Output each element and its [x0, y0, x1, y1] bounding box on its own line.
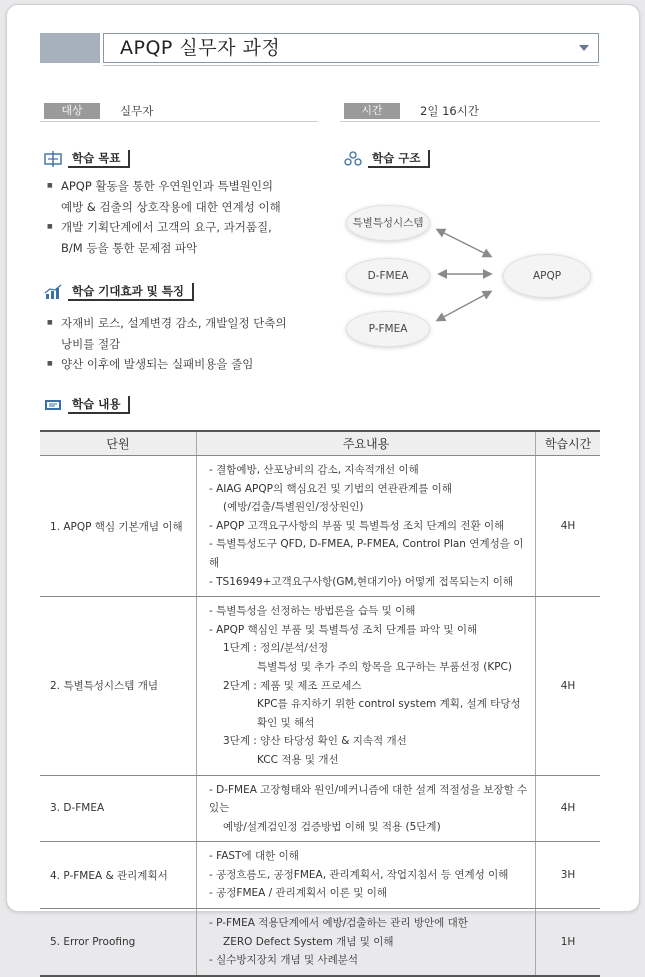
- content-line: - TS16949+고객요구사항(GM,현대기아) 어떻게 접목되는지 이해: [209, 575, 514, 588]
- target-value: 실무자: [120, 104, 154, 118]
- effects-list: [47, 313, 327, 375]
- list-item: ■ 개발 기획단계에서 고객의 요구, 과거품질, B/M 등을 통한 문제점 파악: [47, 217, 327, 258]
- content-title: 학습 내용: [68, 396, 130, 414]
- content-cell: [197, 456, 536, 597]
- content-line: - 결함예방, 산포낭비의 감소, 지속적개선 이해: [209, 464, 419, 476]
- effects-title: 학습 기대효과 및 특징: [68, 283, 194, 301]
- hours-cell: 3H: [536, 842, 601, 909]
- table-row: [40, 597, 600, 775]
- content-line: 3단계 : 양산 타당성 확인 & 지속적 개선: [223, 735, 407, 748]
- info-divider: [340, 121, 600, 122]
- title-divider: [103, 65, 599, 66]
- content-line: KPC를 유지하기 위한 control system 계획, 설계 타당성 확인 및 해석: [257, 698, 521, 729]
- unit-cell: 3. D-FMEA: [40, 775, 197, 842]
- effects-section-header: [44, 283, 214, 301]
- node-apqp: APQP: [503, 254, 591, 298]
- structure-section-header: [344, 150, 464, 168]
- curriculum-table: [40, 430, 600, 977]
- table-row: [40, 842, 600, 909]
- title-accent-block: [40, 33, 100, 63]
- target-tag: 대상: [44, 103, 100, 119]
- content-line: - P-FMEA 적용단계에서 예방/검출하는 관리 방안에 대한: [209, 917, 468, 930]
- content-line: 2단계 : 제품 및 제조 프로세스: [223, 679, 362, 692]
- content-line: 예방/설계검인정 검증방법 이해 및 적용 (5단계): [223, 820, 441, 833]
- node-dfmea: D-FMEA: [346, 258, 430, 294]
- unit-cell: 1. APQP 핵심 기본개념 이해: [40, 456, 197, 597]
- content-line: 1단계 : 정의/분석/선정: [223, 642, 329, 655]
- table-header-row: [40, 431, 600, 456]
- content-line: - 실수방지장치 개념 및 사례분석: [209, 954, 358, 967]
- column-header-unit: 단원: [40, 431, 197, 456]
- content-line: ZERO Defect System 개념 및 이해: [223, 935, 394, 948]
- content-cell: [197, 842, 536, 909]
- title-dropdown[interactable]: [103, 33, 599, 63]
- list-item: ■ 양산 이후에 발생되는 실패비용을 줄임: [47, 354, 327, 375]
- book-icon: [44, 397, 62, 413]
- goal-icon: [44, 151, 62, 167]
- content-cell: [197, 775, 536, 842]
- info-divider: [40, 121, 318, 122]
- hours-cell: 4H: [536, 456, 601, 597]
- table-row: [40, 775, 600, 842]
- table-row: [40, 456, 600, 597]
- content-line: - APQP 고객요구사항의 부품 및 특별특성 조치 단계의 전환 이해: [209, 519, 505, 532]
- arrow-pfmea-to-apqp: [438, 292, 490, 320]
- goals-list: [47, 176, 327, 258]
- content-line: - 특별특성을 선정하는 방법론을 습득 및 이해: [209, 605, 416, 618]
- column-header-hours: 학습시간: [536, 431, 601, 456]
- node-pfmea: P-FMEA: [346, 311, 430, 347]
- content-line: - 공정FMEA / 관리계획서 이론 및 이해: [209, 887, 387, 900]
- list-item: ■ 자재비 로스, 설계변경 감소, 개발일정 단축의 낭비를 절감: [47, 313, 327, 354]
- node-special-characteristics: 특별특성시스템: [346, 205, 430, 241]
- structure-title: 학습 구조: [368, 150, 430, 168]
- content-line: KCC 적용 및 개선: [257, 753, 339, 766]
- hours-cell: 4H: [536, 597, 601, 775]
- content-line: - APQP 핵심인 부품 및 특별특성 조치 단계를 파악 및 이해: [209, 623, 478, 636]
- content-line: 특별특성 및 추가 주의 항목을 요구하는 부품선정 (KPC): [257, 660, 512, 673]
- content-line: - 특별특성도구 QFD, D-FMEA, P-FMEA, Control Plan 연계성을 이해: [209, 538, 524, 569]
- list-item: ■ APQP 활동을 통한 우연원인과 특별원인의 예방 & 검출의 상호작용에 대한 연계성 이해: [47, 176, 327, 217]
- column-header-content: 주요내용: [197, 431, 536, 456]
- content-cell: [197, 597, 536, 775]
- content-line: - AIAG APQP의 핵심요건 및 기법의 연관관계를 이해: [209, 482, 452, 495]
- content-section-header: [44, 396, 164, 414]
- unit-cell: 2. 특별특성시스템 개념: [40, 597, 197, 775]
- hours-cell: 4H: [536, 775, 601, 842]
- content-line: - 공정흐름도, 공정FMEA, 관리계획서, 작업지침서 등 연계성 이해: [209, 868, 509, 881]
- content-line: - FAST에 대한 이해: [209, 850, 299, 863]
- unit-cell: 5. Error Proofing: [40, 909, 197, 976]
- time-value: 2일 16시간: [420, 104, 479, 118]
- time-tag: 시간: [344, 103, 400, 119]
- chevron-down-icon[interactable]: [579, 45, 589, 51]
- unit-cell: 4. P-FMEA & 관리계획서: [40, 842, 197, 909]
- goals-title: 학습 목표: [68, 150, 130, 168]
- structure-icon: [344, 151, 362, 167]
- page-title: APQP 실무자 과정: [120, 37, 281, 59]
- content-line: - D-FMEA 고장형태와 원인/메커니즘에 대한 설계 적절성을 보장할 수 있는: [209, 783, 528, 815]
- arrow-special-to-apqp: [438, 230, 490, 256]
- goals-section-header: [44, 150, 184, 168]
- bar-chart-icon: [44, 284, 62, 300]
- content-line: (예방/검출/특별원인/정상원인): [223, 501, 364, 514]
- hours-cell: 1H: [536, 909, 601, 976]
